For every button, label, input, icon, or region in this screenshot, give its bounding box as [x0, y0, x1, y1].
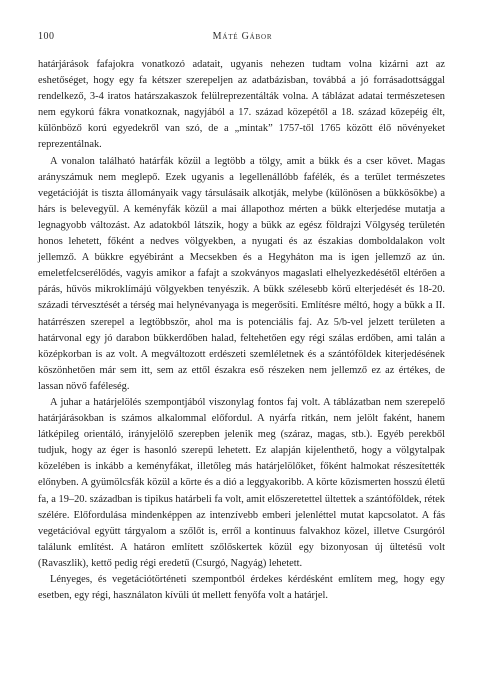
body-text	[38, 57, 445, 604]
paragraph-4: Lényeges, és vegetációtörténeti szempontból érdekes kérdésként említem meg, hogy egy esetben, egy régi, használaton kívüli út mellett fenyőfa volt a határjel.	[38, 574, 445, 602]
page-number: 100	[38, 31, 55, 42]
paragraph-2: A vonalon található határfák közül a legtöbb a tölgy, amit a bükk és a cser követ. Magas arányszámuk nem meglepő. Ezek ugyanis a legellenállóbb fafélék, és a terület természetes vegetációját is tiszta állományaik vagy társulásaik alkotják, melybe (különösen a bükkösökbe) a hárs is belevegyül. A keményfák közül a mai állapothoz mérten a bükk elterjedése mutatja a legnagyobb változást. Az adatokból látszik, hogy a bükk az egész földrajzi Völgység területén honos lehetett, főként a nedves völgyekben, a nyugati és az északias domboldalakon volt jellemző. A bükkre egyébiránt a Mecsekben és a Hegyháton ma is igen jellemző az ún. emeletfelcserélődés, vagyis amikor a fafajt a szokványos magaslati elhelyezkedésétől eltérően a párás, hűvös mikroklímájú völgyekben tenyészik. A bükk szélesebb körű elterjedését és 18-20. századi térvesztését a térség mai helynévanyaga is megerősíti. Említésre méltó, hogy a bükk a II. határrészen szerepel a legtöbbször, ahol ma is potenciális faj. Az 5/b-vel jelzett területen a határvonal egy jó darabon bükkerdőben halad, feltehetően egy régi szálas erdőben, ami talán a középkorban is az volt. A megváltozott erdészeti szemléletnek és a szántóföldek kiterjedésének köszönhetően már sem itt, sem az ettől északra eső részeken nem jellemző ez az értékes, de lassan növő faféleség.	[38, 155, 445, 392]
page-header	[38, 31, 447, 45]
paragraph-1: határjárások fafajokra vonatkozó adatait, ugyanis nehezen tudtam volna kizárni azt az eshetőséget, hogy egy fa kétszer szerepeljen az adatbázisban, továbbá a jó forrásadottsággal rendelkező, 3-4 iratos határszakaszok felülreprezentálták volna. A táblázat adatai természetesen nem egykorú fákra vonatkoznak, nagyjából a 17. század közepétől a 18. század közepéig élt, különböző korú egyedekről van szó, de a „mintak” 1757-től 1765 között élő növényeket reprezentálnak.	[38, 59, 445, 151]
paragraph-3: A juhar a határjelölés szempontjából viszonylag fontos faj volt. A táblázatban nem szerepelő határjárásokban is számos alkalommal előfordul. A nyárfa ritkán, nem jelölt faként, hanem látképileg orientáló, irányjelölő szerepben jelenik meg (száraz, magas, stb.). Egyéb perekből tudjuk, hogy az éger is hasonló szerepű lehetett. Ez alapján kijelenthető, hogy a völgytalpak közelében is inkább a keményfákat, illetőleg más határjelölőket, főként halmokat részesítették előnyben. A gyümölcsfák közül a körte és a dió a leggyakoribb. A körte közismerten hosszú életű fa, a 19–20. században is tipikus határbeli fa volt, amit előszeretettel ültettek a szántóföldek, rétek szélére. Előfordulása mindenképpen az intenzívebb emberi jelenléttel mutat kapcsolatot. A fás vegetációval együtt tárgyalom a szőlőt is, erről a kontinuus falvakhoz közel, illetve Csurgóról találunk említést. A határon említett szőlőskertek közül egy bizonyosan új ültetésű volt (Ravaszlik), kettő pedig régi eredetű (Csurgó, Nagyág) lehetett.	[38, 396, 445, 569]
running-head: Máté Gábor	[212, 31, 273, 42]
